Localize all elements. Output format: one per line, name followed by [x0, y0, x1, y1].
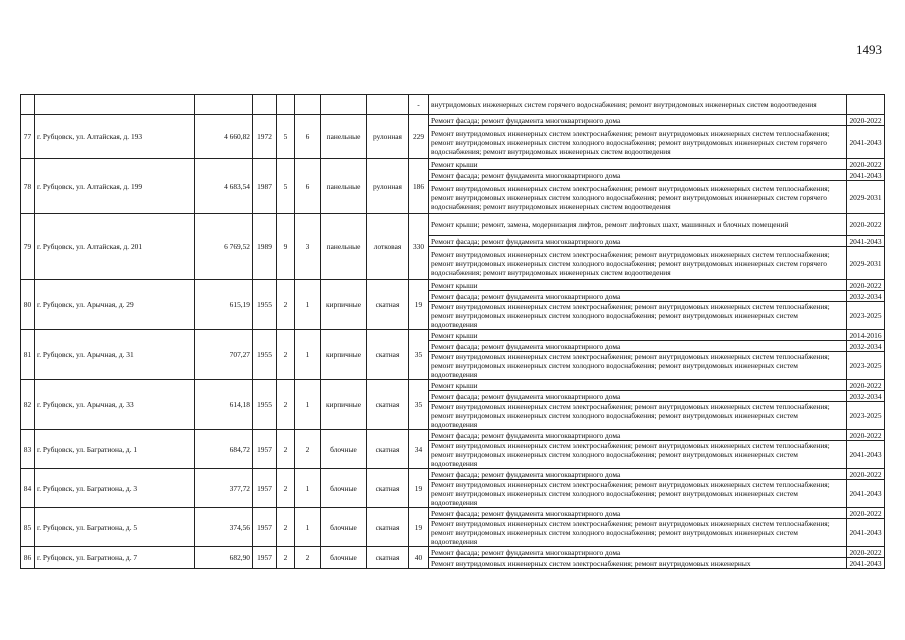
table-row: [21, 330, 885, 341]
row-number: 82: [21, 380, 35, 430]
table-row: [21, 115, 885, 126]
row-number: 85: [21, 508, 35, 547]
row-number: 79: [21, 214, 35, 280]
floors-count: 2: [277, 280, 295, 330]
wall-material: панельные: [321, 115, 367, 159]
residents-count: 19: [409, 469, 429, 508]
entrances-count: 3: [295, 214, 321, 280]
housing-register-table: [20, 94, 885, 569]
floors-count: 2: [277, 380, 295, 430]
work-description: Ремонт фасада; ремонт фундамента многоквартирного дома: [429, 170, 847, 181]
total-area: 684,72: [195, 430, 253, 469]
work-description: Ремонт внутридомовых инженерных систем электроснабжения; ремонт внутридомовых инженерных систем теплоснабжения; ремонт внутридомовых инженерных систем холодного водоснабжения; ремонт внутридомовых инженерных систем горячего водоснабжения; ремонт внутридомовых инженерных систем водоотведения: [429, 247, 847, 280]
work-description: Ремонт крыши: [429, 380, 847, 391]
table-row: [21, 508, 885, 519]
house-address: г. Рубцовск, ул. Багратиона, д. 1: [35, 430, 195, 469]
residents-count: 330: [409, 214, 429, 280]
work-period: [847, 95, 885, 115]
work-period: 2041-2043: [847, 441, 885, 469]
work-description: Ремонт фасада; ремонт фундамента многоквартирного дома: [429, 469, 847, 480]
house-address: г. Рубцовск, ул. Багратиона, д. 7: [35, 547, 195, 569]
work-period: 2020-2022: [847, 547, 885, 558]
work-period: 2029-2031: [847, 247, 885, 280]
row-number: 86: [21, 547, 35, 569]
entrances-count: 1: [295, 469, 321, 508]
work-period: 2023-2025: [847, 402, 885, 430]
wall-material: блочные: [321, 547, 367, 569]
work-period: 2041-2043: [847, 519, 885, 547]
entrances-count: 1: [295, 330, 321, 380]
work-description: Ремонт внутридомовых инженерных систем электроснабжения; ремонт внутридомовых инженерных систем теплоснабжения; ремонт внутридомовых инженерных систем холодного водоснабжения; ремонт внутридомовых инженерных систем горячего водоснабжения; ремонт внутридомовых инженерных систем водоотведения: [429, 181, 847, 214]
total-area: 377,72: [195, 469, 253, 508]
roof-type: скатная: [367, 330, 409, 380]
work-description: Ремонт крыши: [429, 280, 847, 291]
table-row: [21, 159, 885, 170]
entrances-count: 6: [295, 159, 321, 214]
work-description: Ремонт внутридомовых инженерных систем электроснабжения; ремонт внутридомовых инженерных: [429, 558, 847, 569]
work-period: 2020-2022: [847, 380, 885, 391]
residents-count: 34: [409, 430, 429, 469]
roof-type: скатная: [367, 547, 409, 569]
work-period: 2041-2043: [847, 480, 885, 508]
work-period: 2014-2016: [847, 330, 885, 341]
wall-material: панельные: [321, 214, 367, 280]
residents-count: 186: [409, 159, 429, 214]
floors-count: 2: [277, 330, 295, 380]
work-period: 2032-2034: [847, 291, 885, 302]
roof-type: скатная: [367, 280, 409, 330]
work-description: Ремонт внутридомовых инженерных систем электроснабжения; ремонт внутридомовых инженерных систем теплоснабжения; ремонт внутридомовых инженерных систем холодного водоснабжения; ремонт внутридомовых инженерных систем горячего водоснабжения; ремонт внутридомовых инженерных систем водоотведения: [429, 126, 847, 159]
residents-count: 19: [409, 508, 429, 547]
wall-material: кирпичные: [321, 280, 367, 330]
row-number: 80: [21, 280, 35, 330]
work-period: 2032-2034: [847, 341, 885, 352]
floors-count: 5: [277, 115, 295, 159]
total-area: 682,90: [195, 547, 253, 569]
work-period: 2032-2034: [847, 391, 885, 402]
floors-count: 2: [277, 430, 295, 469]
entrances-count: 2: [295, 547, 321, 569]
roof-type: лотковая: [367, 214, 409, 280]
wall-material: кирпичные: [321, 330, 367, 380]
total-area: 707,27: [195, 330, 253, 380]
work-description: Ремонт внутридомовых инженерных систем электроснабжения; ремонт внутридомовых инженерных систем теплоснабжения; ремонт внутридомовых инженерных систем холодного водоснабжения; ремонт внутридомовых инженерных систем водоотведения: [429, 519, 847, 547]
floors-count: 5: [277, 159, 295, 214]
total-area: 4 683,54: [195, 159, 253, 214]
floors-count: 2: [277, 547, 295, 569]
work-description: Ремонт крыши: [429, 330, 847, 341]
work-period: 2023-2025: [847, 352, 885, 380]
build-year: 1972: [253, 115, 277, 159]
total-area: 6 769,52: [195, 214, 253, 280]
house-address: г. Рубцовск, ул. Алтайская, д. 199: [35, 159, 195, 214]
work-period: 2041-2043: [847, 236, 885, 247]
entrances-count: 1: [295, 380, 321, 430]
total-area: 4 660,82: [195, 115, 253, 159]
continuation-mark: -: [409, 95, 429, 115]
house-address: г. Рубцовск, ул. Багратиона, д. 5: [35, 508, 195, 547]
work-period: 2020-2022: [847, 159, 885, 170]
residents-count: 40: [409, 547, 429, 569]
wall-material: блочные: [321, 508, 367, 547]
floors-count: 2: [277, 508, 295, 547]
roof-type: рулонная: [367, 115, 409, 159]
wall-material: блочные: [321, 430, 367, 469]
build-year: 1955: [253, 330, 277, 380]
house-address: г. Рубцовск, ул. Алтайская, д. 201: [35, 214, 195, 280]
work-period: 2020-2022: [847, 469, 885, 480]
floors-count: 9: [277, 214, 295, 280]
house-address: г. Рубцовск, ул. Багратиона, д. 3: [35, 469, 195, 508]
build-year: 1987: [253, 159, 277, 214]
total-area: 614,18: [195, 380, 253, 430]
residents-count: 19: [409, 280, 429, 330]
work-period: 2020-2022: [847, 280, 885, 291]
work-period: 2029-2031: [847, 181, 885, 214]
work-description: Ремонт внутридомовых инженерных систем электроснабжения; ремонт внутридомовых инженерных систем теплоснабжения; ремонт внутридомовых инженерных систем холодного водоснабжения; ремонт внутридомовых инженерных систем водоотведения: [429, 441, 847, 469]
page-number: 1493: [856, 42, 882, 57]
work-description: Ремонт крыши: [429, 159, 847, 170]
residents-count: 35: [409, 380, 429, 430]
house-address: г. Рубцовск, ул. Арычная, д. 33: [35, 380, 195, 430]
roof-type: скатная: [367, 430, 409, 469]
work-description: Ремонт внутридомовых инженерных систем электроснабжения; ремонт внутридомовых инженерных систем теплоснабжения; ремонт внутридомовых инженерных систем холодного водоснабжения; ремонт внутридомовых инженерных систем водоотведения: [429, 352, 847, 380]
wall-material: кирпичные: [321, 380, 367, 430]
entrances-count: 1: [295, 508, 321, 547]
roof-type: скатная: [367, 508, 409, 547]
work-description: Ремонт крыши; ремонт, замена, модернизация лифтов, ремонт лифтовых шахт, машинных и блочных помещений: [429, 214, 847, 236]
table-row: [21, 214, 885, 236]
residents-count: 35: [409, 330, 429, 380]
row-number: 77: [21, 115, 35, 159]
total-area: 615,19: [195, 280, 253, 330]
work-description: Ремонт фасада; ремонт фундамента многоквартирного дома: [429, 236, 847, 247]
work-period: 2041-2043: [847, 170, 885, 181]
work-period: 2020-2022: [847, 430, 885, 441]
work-description: Ремонт внутридомовых инженерных систем электроснабжения; ремонт внутридомовых инженерных систем теплоснабжения; ремонт внутридомовых инженерных систем холодного водоснабжения; ремонт внутридомовых инженерных систем водоотведения: [429, 402, 847, 430]
work-description: Ремонт фасада; ремонт фундамента многоквартирного дома: [429, 391, 847, 402]
build-year: 1955: [253, 380, 277, 430]
wall-material: панельные: [321, 159, 367, 214]
work-description: Ремонт фасада; ремонт фундамента многоквартирного дома: [429, 547, 847, 558]
work-period: 2020-2022: [847, 214, 885, 236]
roof-type: скатная: [367, 469, 409, 508]
table-row: [21, 547, 885, 558]
build-year: 1957: [253, 508, 277, 547]
row-number: 81: [21, 330, 35, 380]
work-description: Ремонт фасада; ремонт фундамента многоквартирного дома: [429, 508, 847, 519]
entrances-count: 6: [295, 115, 321, 159]
build-year: 1955: [253, 280, 277, 330]
work-description: внутридомовых инженерных систем горячего водоснабжения; ремонт внутридомовых инженерных систем водоотведения: [429, 95, 847, 115]
work-description: Ремонт фасада; ремонт фундамента многоквартирного дома: [429, 341, 847, 352]
table-row: [21, 430, 885, 441]
work-description: Ремонт внутридомовых инженерных систем электроснабжения; ремонт внутридомовых инженерных систем теплоснабжения; ремонт внутридомовых инженерных систем холодного водоснабжения; ремонт внутридомовых инженерных систем водоотведения: [429, 480, 847, 508]
work-period: 2041-2043: [847, 558, 885, 569]
build-year: 1957: [253, 430, 277, 469]
residents-count: 229: [409, 115, 429, 159]
floors-count: 2: [277, 469, 295, 508]
work-description: Ремонт фасада; ремонт фундамента многоквартирного дома: [429, 115, 847, 126]
work-period: 2020-2022: [847, 115, 885, 126]
house-address: г. Рубцовск, ул. Арычная, д. 29: [35, 280, 195, 330]
total-area: 374,56: [195, 508, 253, 547]
roof-type: рулонная: [367, 159, 409, 214]
entrances-count: 2: [295, 430, 321, 469]
work-period: 2020-2022: [847, 508, 885, 519]
table-row: [21, 469, 885, 480]
build-year: 1957: [253, 469, 277, 508]
work-description: Ремонт фасада; ремонт фундамента многоквартирного дома: [429, 430, 847, 441]
build-year: 1989: [253, 214, 277, 280]
row-number: 78: [21, 159, 35, 214]
row-number: 84: [21, 469, 35, 508]
row-number: 83: [21, 430, 35, 469]
table-row: [21, 380, 885, 391]
work-period: 2023-2025: [847, 302, 885, 330]
house-address: г. Рубцовск, ул. Арычная, д. 31: [35, 330, 195, 380]
build-year: 1957: [253, 547, 277, 569]
work-description: Ремонт внутридомовых инженерных систем электроснабжения; ремонт внутридомовых инженерных систем теплоснабжения; ремонт внутридомовых инженерных систем холодного водоснабжения; ремонт внутридомовых инженерных систем водоотведения: [429, 302, 847, 330]
roof-type: скатная: [367, 380, 409, 430]
work-period: 2041-2043: [847, 126, 885, 159]
house-address: г. Рубцовск, ул. Алтайская, д. 193: [35, 115, 195, 159]
wall-material: блочные: [321, 469, 367, 508]
work-description: Ремонт фасада; ремонт фундамента многоквартирного дома: [429, 291, 847, 302]
entrances-count: 1: [295, 280, 321, 330]
table-row: [21, 280, 885, 291]
continuation-row: [21, 95, 885, 115]
